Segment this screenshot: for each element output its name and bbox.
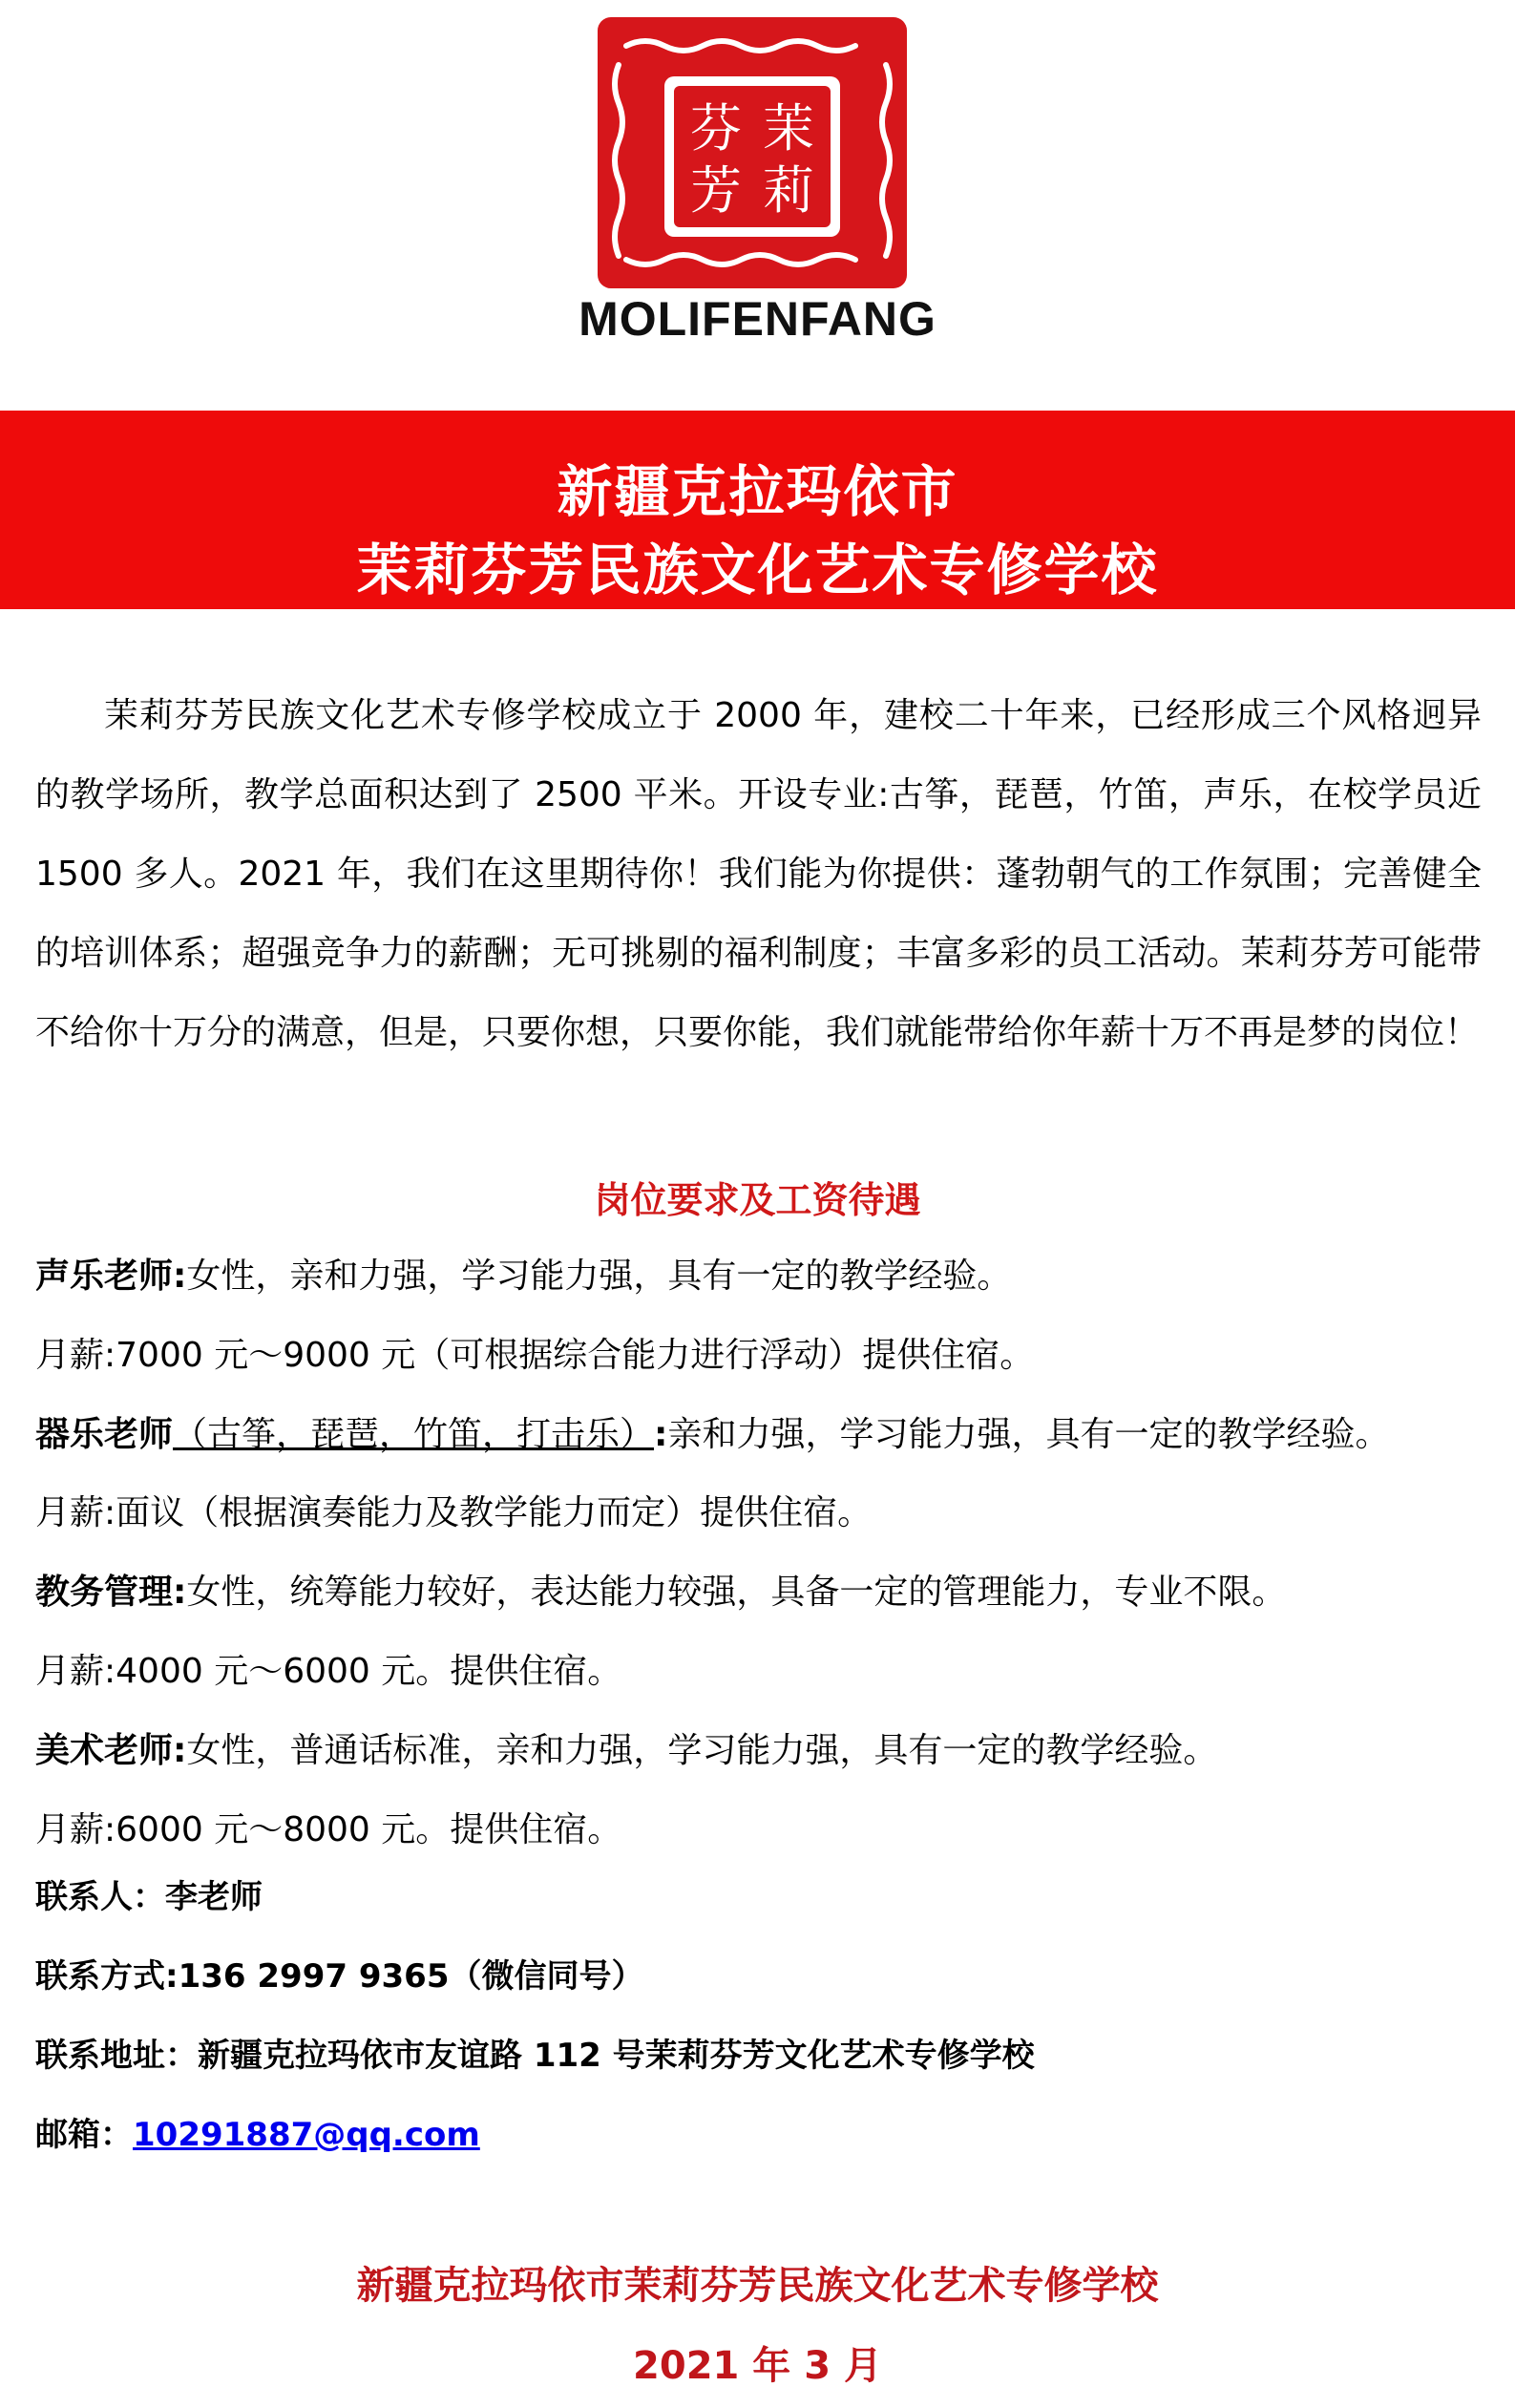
job-title: 美术老师: xyxy=(35,1731,187,1770)
job-admin-salary: 月薪:4000 元～6000 元。提供住宿。 xyxy=(35,1652,622,1691)
job-title: 声乐老师: xyxy=(35,1257,187,1296)
seal-logo xyxy=(598,17,907,288)
section-title: 岗位要求及工资待遇 xyxy=(594,1179,921,1221)
job-art-requirement xyxy=(35,1727,1482,1775)
job-title-note: （古筝，琵琶，竹笛，打击乐） xyxy=(173,1415,655,1454)
job-desc: 女性，统筹能力较好，表达能力较强，具备一定的管理能力，专业不限。 xyxy=(186,1573,1287,1612)
job-art-salary: 月薪:6000 元～8000 元。提供住宿。 xyxy=(35,1810,622,1849)
job-instrument-requirement xyxy=(35,1411,1482,1459)
seal-ornament-icon xyxy=(598,17,907,288)
job-title: 器乐老师 xyxy=(35,1415,174,1454)
intro-paragraph: 茉莉芬芳民族文化艺术专修学校成立于 2000 年，建校二十年来，已经形成三个风格迥异的教学场所，教学总面积达到了 2500 平米。开设专业:古筝，琵琶，竹笛，声乐，在校学员近 1500 多人。2021 年，我们在这里期待你！我们能为你提供：蓬勃朝气的工作氛围；完善健全的培训体系；超强竞争力的薪酬；无可挑剔的福利制度；丰富多彩的员工活动。茉莉芬芳可能带不给你十万分的满意，但是，只要你想，只要你能，我们就能带给你年薪十万不再是梦的岗位！ xyxy=(35,696,1482,1052)
contact-email-row xyxy=(35,2111,1482,2159)
footer-school: 新疆克拉玛依市茉莉芬芳民族文化艺术专修学校 xyxy=(356,2264,1159,2308)
job-vocal-salary: 月薪:7000 元～9000 元（可根据综合能力进行浮动）提供住宿。 xyxy=(35,1336,1035,1375)
title-banner xyxy=(0,411,1515,609)
job-title-colon: : xyxy=(654,1415,668,1454)
banner-line-city: 新疆克拉玛依市 xyxy=(557,459,958,524)
seal-char-4: 芳 xyxy=(690,160,742,221)
job-title: 教务管理: xyxy=(35,1573,187,1612)
seal-char-3: 芬 xyxy=(690,98,742,158)
logo-area xyxy=(0,0,1515,401)
job-instrument-salary: 月薪:面议（根据演奏能力及教学能力而定）提供住宿。 xyxy=(35,1493,873,1532)
footer-date: 2021 年 3 月 xyxy=(633,2344,882,2388)
brand-name: MOLIFENFANG xyxy=(579,292,936,346)
email-link[interactable]: 10291887@qq.com xyxy=(133,2116,480,2154)
job-desc: 女性，普通话标准，亲和力强，学习能力强，具有一定的教学经验。 xyxy=(186,1731,1218,1770)
seal-char-2: 莉 xyxy=(763,160,814,221)
contact-address: 联系地址：新疆克拉玛依市友谊路 112 号茉莉芬芳文化艺术专修学校 xyxy=(35,2037,1035,2075)
banner-line-school: 茉莉芬芳民族文化艺术专修学校 xyxy=(356,538,1159,602)
email-label: 邮箱： xyxy=(35,2116,133,2154)
contact-phone: 联系方式:136 2997 9365（微信同号） xyxy=(35,1957,644,1996)
job-vocal-requirement xyxy=(35,1253,1482,1300)
contact-person: 联系人：李老师 xyxy=(35,1878,263,1916)
seal-char-1: 茉 xyxy=(763,98,814,158)
job-admin-requirement xyxy=(35,1569,1482,1616)
job-desc: 女性，亲和力强，学习能力强，具有一定的教学经验。 xyxy=(186,1257,1012,1296)
job-desc: 亲和力强，学习能力强，具有一定的教学经验。 xyxy=(667,1415,1390,1454)
